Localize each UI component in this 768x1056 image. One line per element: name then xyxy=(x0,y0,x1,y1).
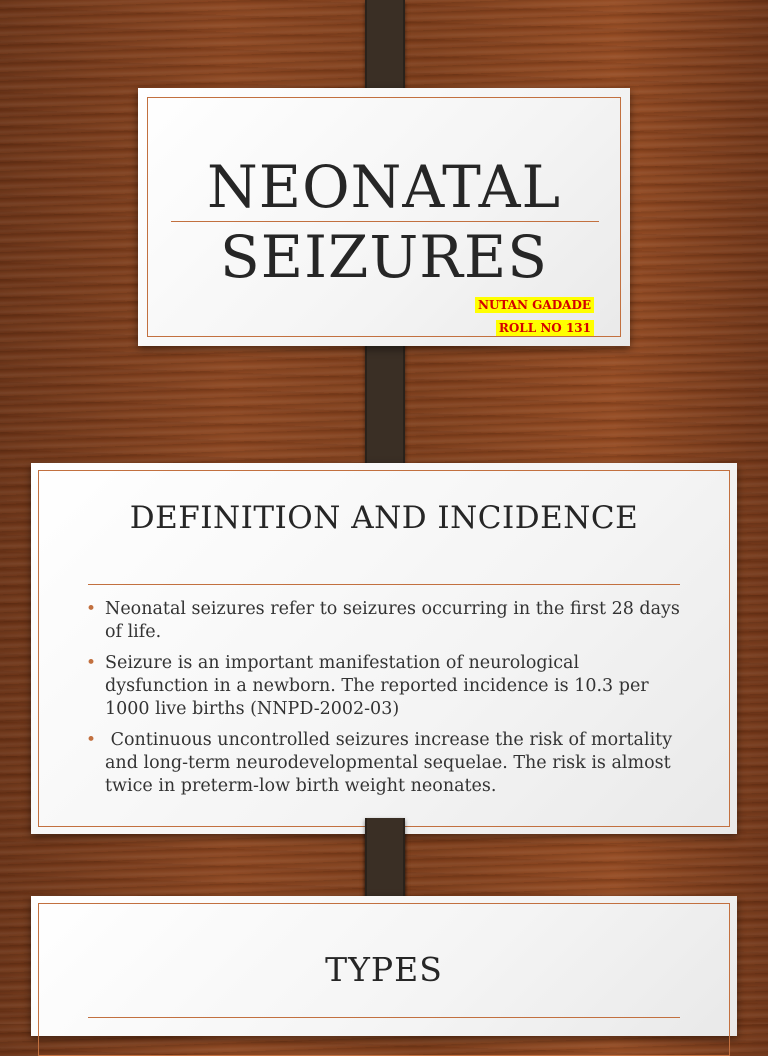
slide-title-line-1: NEONATAL xyxy=(206,153,562,221)
bullet-glyph: • xyxy=(86,730,97,750)
bullet-text: Continuous uncontrolled seizures increase the risk of mortality and long-term neurodevelopmental sequelae. The risk is almost twice in preterm-low birth weight neonates. xyxy=(105,730,678,796)
bullet-text: Seizure is an important manifestation of neurological dysfunction in a newborn. The reported incidence is 10.3 per 1000 live births (NNPD-2002-03) xyxy=(105,653,649,719)
types-divider xyxy=(88,1017,680,1018)
bullet-item xyxy=(86,729,686,798)
title-slide[interactable] xyxy=(138,88,630,346)
roll-number: ROLL NO 131 xyxy=(496,320,594,336)
definition-divider xyxy=(88,584,680,585)
slide-title-line-2: SEIZURES xyxy=(220,223,548,291)
bullet-text: Neonatal seizures refer to seizures occurring in the first 28 days of life. xyxy=(105,599,680,642)
title-divider xyxy=(171,221,599,222)
types-slide-title: TYPES xyxy=(325,950,443,989)
author-name: NUTAN GADADE xyxy=(475,297,594,313)
bullet-glyph: • xyxy=(86,653,97,673)
definition-bullet-list xyxy=(86,598,686,806)
slide-connector-strap-1 xyxy=(365,330,405,480)
definition-slide-title: DEFINITION AND INCIDENCE xyxy=(129,500,639,536)
bullet-glyph: • xyxy=(86,599,97,619)
bullet-item xyxy=(86,652,686,721)
bullet-item xyxy=(86,598,686,644)
